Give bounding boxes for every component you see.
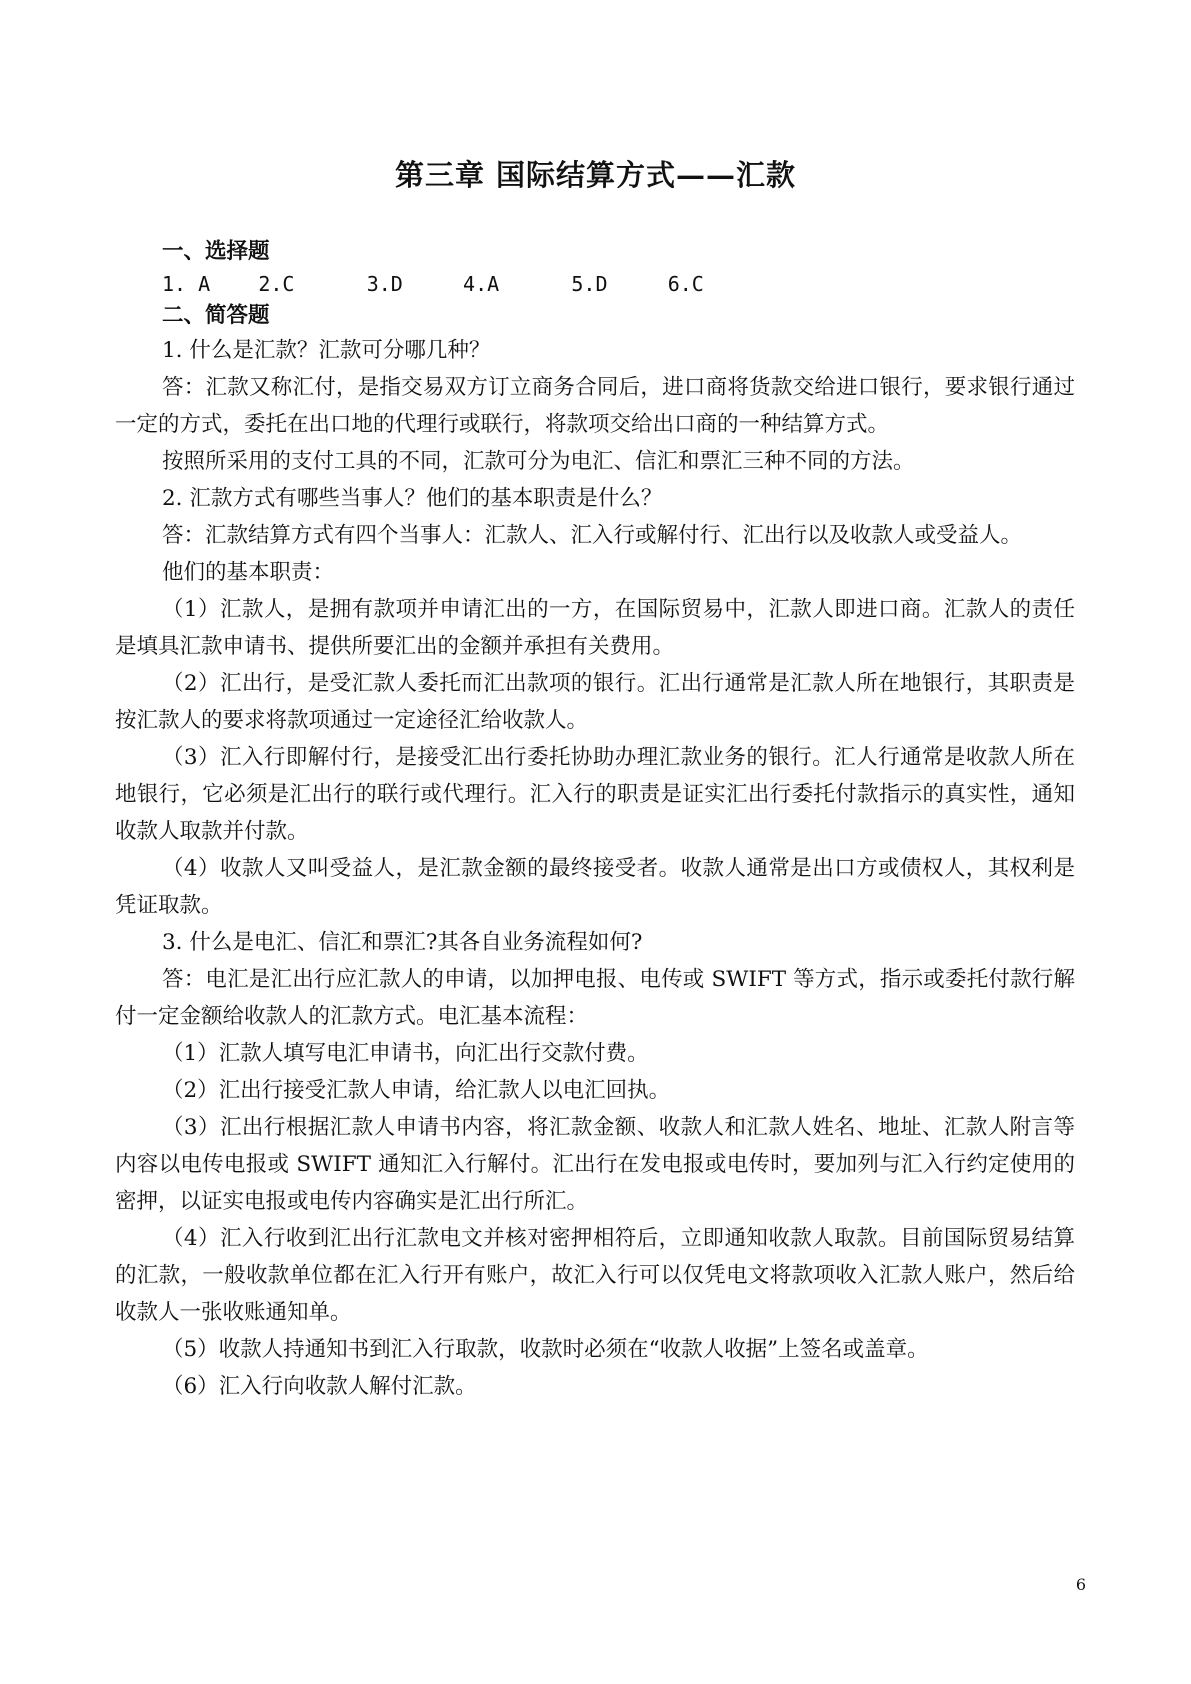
list-item: （1）汇款人，是拥有款项并申请汇出的一方，在国际贸易中，汇款人即进口商。汇款人的责任是填具汇款申请书、提供所要汇出的金额并承担有关费用。 xyxy=(115,597,1075,659)
answer-paragraph: 答：汇款结算方式有四个当事人：汇款人、汇入行或解付行、汇出行以及收款人或受益人。 xyxy=(162,523,1023,548)
list-item: （4）收款人又叫受益人，是汇款金额的最终接受者。收款人通常是出口方或债权人，其权利是凭证取款。 xyxy=(115,856,1075,918)
document-body xyxy=(115,236,1075,1405)
chapter-title: 第三章 国际结算方式——汇款 xyxy=(394,158,797,192)
list-item: （6）汇入行向收款人解付汇款。 xyxy=(162,1374,477,1399)
answer-paragraph: 他们的基本职责： xyxy=(162,560,335,585)
answer-paragraph: 答：汇款又称汇付，是指交易双方订立商务合同后，进口商将货款交给进口银行，要求银行通过一定的方式，委托在出口地的代理行或联行，将款项交给出口商的一种结算方式。 xyxy=(115,375,1075,437)
list-item: （5）收款人持通知书到汇入行取款，收款时必须在“收款人收据”上签名或盖章。 xyxy=(162,1337,929,1362)
question-3: 3. 什么是电汇、信汇和票汇?其各自业务流程如何? xyxy=(162,930,643,955)
section-heading-short-answer: 二、简答题 xyxy=(162,303,270,328)
list-item: （4）汇入行收到汇出行汇款电文并核对密押相符后，立即通知收款人取款。目前国际贸易结算的汇款，一般收款单位都在汇入行开有账户，故汇入行可以仅凭电文将款项收入汇款人账户，然后给收款人一张收账通知单。 xyxy=(115,1226,1075,1325)
answer-paragraph: 答：电汇是汇出行应汇款人的申请，以加押电报、电传或 SWIFT 等方式，指示或委托付款行解付一定金额给收款人的汇款方式。电汇基本流程： xyxy=(115,967,1075,1029)
question-1: 1. 什么是汇款？汇款可分哪几种？ xyxy=(162,338,491,363)
list-item: （2）汇出行，是受汇款人委托而汇出款项的银行。汇出行通常是汇款人所在地银行，其职责是按汇款人的要求将款项通过一定途径汇给收款人。 xyxy=(115,671,1075,733)
section-heading-multiple-choice: 一、选择题 xyxy=(162,239,270,264)
list-item: （1）汇款人填写电汇申请书，向汇出行交款付费。 xyxy=(162,1041,649,1066)
answer-paragraph: 按照所采用的支付工具的不同，汇款可分为电汇、信汇和票汇三种不同的方法。 xyxy=(162,449,915,474)
list-item: （3）汇入行即解付行，是接受汇出行委托协助办理汇款业务的银行。汇人行通常是收款人所在地银行，它必须是汇出行的联行或代理行。汇入行的职责是证实汇出行委托付款指示的真实性，通知收款人取款并付款。 xyxy=(115,745,1075,844)
list-item: （2）汇出行接受汇款人申请，给汇款人以电汇回执。 xyxy=(162,1078,671,1103)
list-item: （3）汇出行根据汇款人申请书内容，将汇款金额、收款人和汇款人姓名、地址、汇款人附言等内容以电传电报或 SWIFT 通知汇入行解付。汇出行在发电报或电传时，要加列与汇入行约定使用的密押，以证实电报或电传内容确实是汇出行所汇。 xyxy=(115,1115,1075,1214)
question-2: 2. 汇款方式有哪些当事人？他们的基本职责是什么？ xyxy=(162,486,663,511)
page-number: 6 xyxy=(1075,1575,1086,1594)
multiple-choice-answers: 1. A 2.C 3.D 4.A 5.D 6.C xyxy=(162,272,704,296)
